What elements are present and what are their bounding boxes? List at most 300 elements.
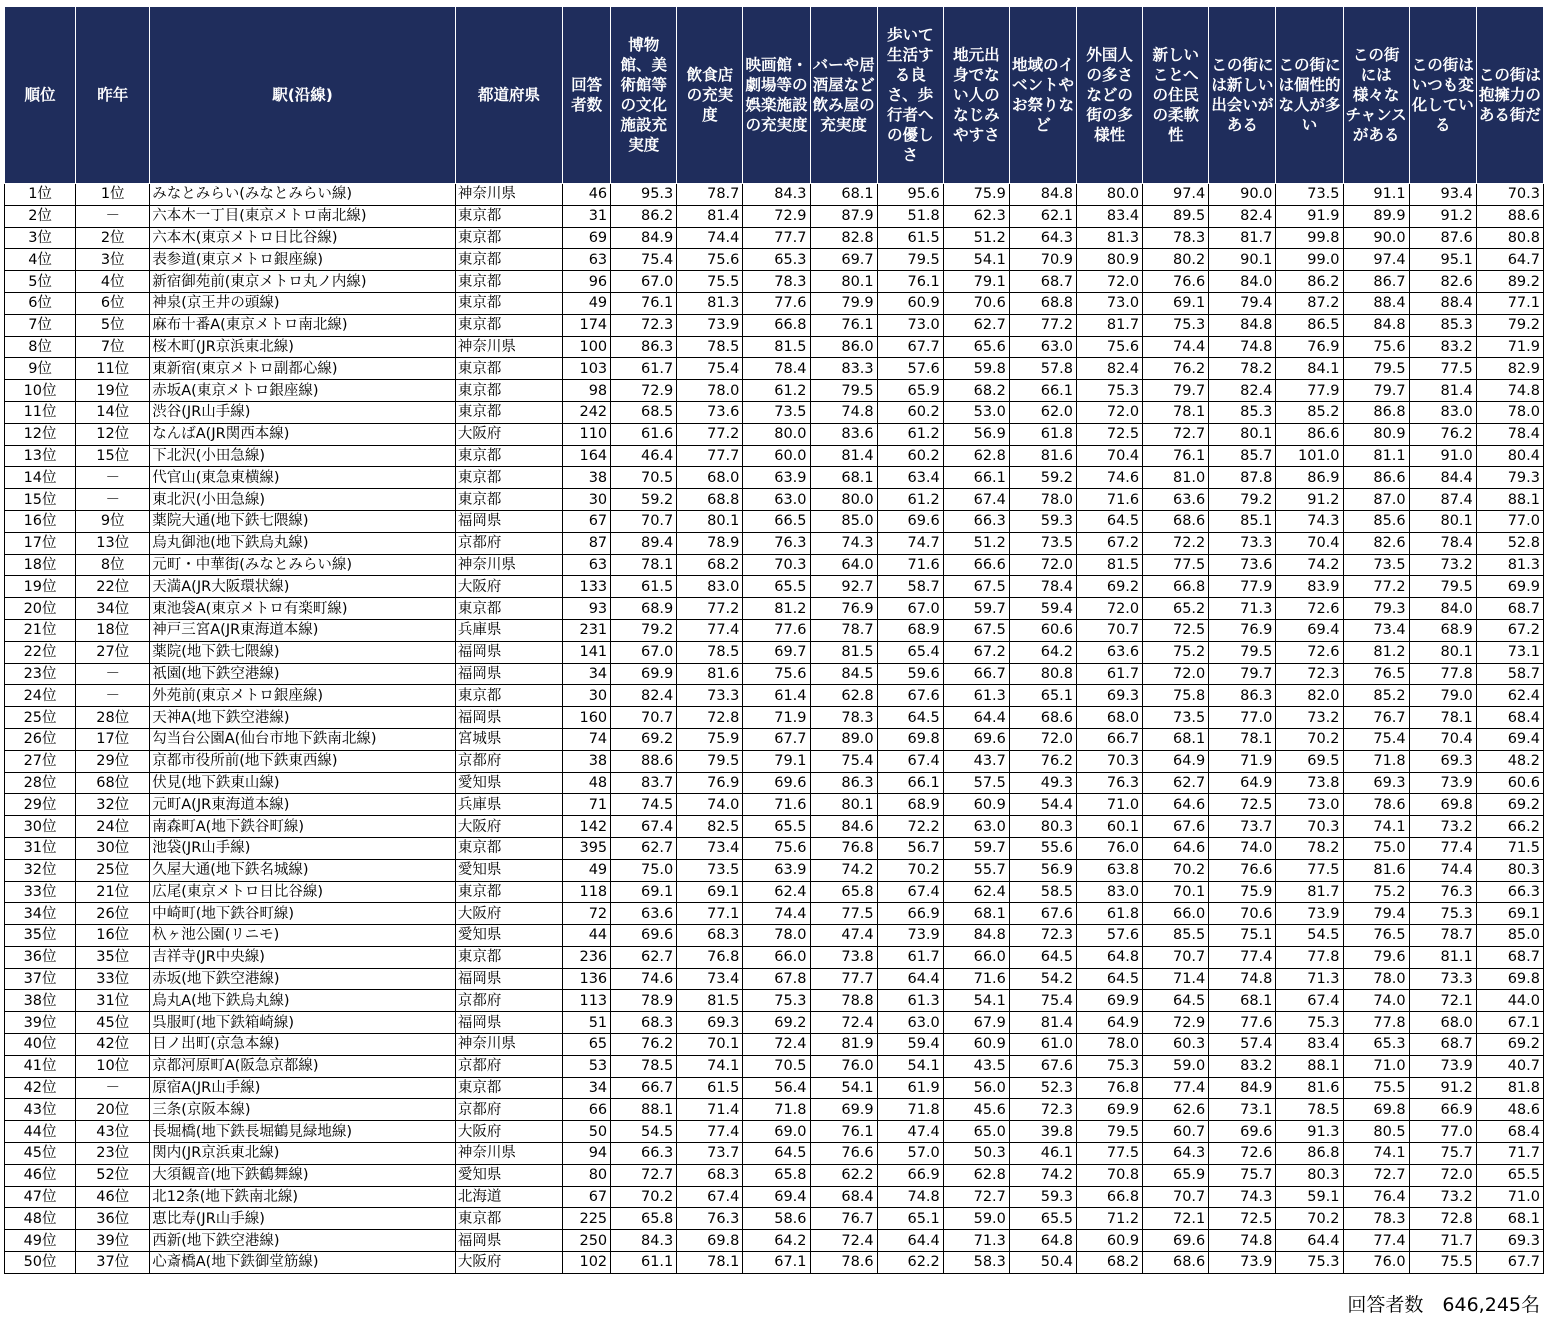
table-cell: 77.2 [677, 598, 743, 620]
table-cell: － [76, 467, 150, 489]
table-cell: 70.3 [743, 554, 810, 576]
table-cell: 兵庫県 [455, 619, 562, 641]
table-cell: 66.3 [943, 510, 1009, 532]
table-cell: 81.7 [1276, 881, 1343, 903]
table-cell: 東京都 [455, 227, 562, 249]
table-cell: 74.3 [810, 532, 877, 554]
table-cell: 86.9 [1276, 467, 1343, 489]
table-cell: 28位 [76, 707, 150, 729]
table-cell: 70.2 [1143, 859, 1209, 881]
table-cell: 57.0 [877, 1143, 943, 1165]
table-cell: 71.2 [1077, 1208, 1143, 1230]
table-cell: 大須観音(地下鉄鶴舞線) [150, 1164, 456, 1186]
table-cell: 88.1 [1476, 489, 1543, 511]
table-cell: 1位 [5, 184, 76, 206]
table-cell: 69.3 [1476, 1230, 1543, 1252]
table-cell: 68.7 [1009, 271, 1076, 293]
table-cell: 75.6 [1077, 336, 1143, 358]
table-row [5, 750, 1544, 772]
table-cell: 85.2 [1276, 401, 1343, 423]
table-cell: 65.8 [743, 1164, 810, 1186]
table-cell: 88.1 [611, 1099, 677, 1121]
table-cell: 78.6 [810, 1252, 877, 1274]
table-cell: 28位 [5, 772, 76, 794]
table-cell: 77.7 [677, 445, 743, 467]
table-cell: 58.5 [1009, 881, 1076, 903]
table-cell: 78.1 [677, 1252, 743, 1274]
table-cell: 60.0 [743, 445, 810, 467]
column-header: 地元出身でない人のなじみやすさ [943, 7, 1009, 184]
table-cell: 72.7 [611, 1164, 677, 1186]
table-cell: 68位 [76, 772, 150, 794]
table-cell: 49位 [5, 1230, 76, 1252]
table-cell: 77.7 [743, 227, 810, 249]
column-header: 回答者数 [563, 7, 611, 184]
table-cell: 68.0 [1409, 1012, 1476, 1034]
table-row [5, 772, 1544, 794]
table-cell: 72.8 [677, 707, 743, 729]
table-cell: 78.7 [1409, 925, 1476, 947]
table-cell: 77.0 [1409, 1121, 1476, 1143]
table-cell: 60.7 [1143, 1121, 1209, 1143]
table-cell: 京都府 [455, 990, 562, 1012]
table-cell: 66.1 [877, 772, 943, 794]
table-row [5, 1099, 1544, 1121]
table-cell: 79.5 [1077, 1121, 1143, 1143]
column-header: 博物館、美術館等の文化施設充実度 [611, 7, 677, 184]
table-cell: 21位 [76, 881, 150, 903]
table-cell: 85.1 [1209, 510, 1276, 532]
table-cell: 87 [563, 532, 611, 554]
table-cell: 69.9 [1077, 990, 1143, 1012]
table-cell: 74.8 [810, 401, 877, 423]
table-cell: 76.3 [677, 1208, 743, 1230]
table-cell: 76.2 [611, 1034, 677, 1056]
table-cell: 7位 [5, 314, 76, 336]
table-cell: 83.2 [1209, 1055, 1276, 1077]
table-cell: － [76, 489, 150, 511]
table-cell: 62.7 [611, 946, 677, 968]
table-cell: 87.8 [1209, 467, 1276, 489]
table-cell: 勾当台公園A(仙台市地下鉄南北線) [150, 728, 456, 750]
table-cell: 71.8 [1343, 750, 1409, 772]
table-cell: 73.5 [1276, 184, 1343, 206]
table-cell: 56.7 [877, 837, 943, 859]
table-cell: 80.8 [1009, 663, 1076, 685]
table-cell: 78.1 [611, 554, 677, 576]
table-row [5, 1252, 1544, 1274]
table-cell: 71.6 [1077, 489, 1143, 511]
table-cell: 37位 [5, 968, 76, 990]
table-cell: 90.0 [1209, 184, 1276, 206]
table-cell: 84.9 [611, 227, 677, 249]
table-cell: 75.9 [677, 728, 743, 750]
table-cell: 東京都 [455, 358, 562, 380]
table-cell: 88.4 [1343, 292, 1409, 314]
table-cell: 34 [563, 1077, 611, 1099]
table-row [5, 816, 1544, 838]
table-cell: 68.4 [1476, 1121, 1543, 1143]
table-cell: 66 [563, 1099, 611, 1121]
table-cell: 東京都 [455, 685, 562, 707]
table-cell: 2位 [5, 205, 76, 227]
table-cell: 68.0 [677, 467, 743, 489]
table-cell: 68.7 [1409, 1034, 1476, 1056]
table-cell: 80.1 [1409, 510, 1476, 532]
table-cell: 76.1 [611, 292, 677, 314]
table-cell: 73.7 [1209, 816, 1276, 838]
table-cell: 64.5 [743, 1143, 810, 1165]
table-row [5, 946, 1544, 968]
table-cell: 74.1 [677, 1055, 743, 1077]
table-cell: 67.5 [943, 576, 1009, 598]
table-cell: 79.7 [1343, 380, 1409, 402]
table-cell: 86.6 [1276, 423, 1343, 445]
table-cell: 27位 [76, 641, 150, 663]
table-cell: 18位 [76, 619, 150, 641]
table-cell: 32位 [5, 859, 76, 881]
table-cell: 79.5 [677, 750, 743, 772]
table-cell: 84.0 [1209, 271, 1276, 293]
table-cell: 67.8 [743, 968, 810, 990]
table-cell: 54.1 [943, 990, 1009, 1012]
table-cell: 22位 [76, 576, 150, 598]
table-cell: 79.7 [1209, 663, 1276, 685]
table-cell: 83.7 [611, 772, 677, 794]
table-cell: 30位 [76, 837, 150, 859]
table-cell: 62.4 [943, 881, 1009, 903]
table-cell: 63 [563, 249, 611, 271]
table-cell: 43.7 [943, 750, 1009, 772]
table-cell: 80.4 [1476, 445, 1543, 467]
table-cell: 長堀橋(地下鉄長堀鶴見緑地線) [150, 1121, 456, 1143]
table-cell: 33位 [76, 968, 150, 990]
table-row [5, 401, 1544, 423]
table-cell: 81.7 [1077, 314, 1143, 336]
table-cell: 63.0 [1009, 336, 1076, 358]
table-cell: 87.0 [1343, 489, 1409, 511]
table-cell: 91.9 [1276, 205, 1343, 227]
table-cell: 79.5 [810, 380, 877, 402]
table-cell: 72.8 [1409, 1208, 1476, 1230]
table-cell: 73.5 [743, 401, 810, 423]
table-cell: 17位 [5, 532, 76, 554]
table-row [5, 1143, 1544, 1165]
table-cell: 67.5 [943, 619, 1009, 641]
table-cell: 69.2 [611, 728, 677, 750]
table-row [5, 794, 1544, 816]
table-cell: 30 [563, 489, 611, 511]
table-cell: 59.3 [1009, 1186, 1076, 1208]
table-cell: 76.1 [810, 314, 877, 336]
table-cell: 61.7 [611, 358, 677, 380]
table-cell: 神奈川県 [455, 336, 562, 358]
table-cell: 65.8 [611, 1208, 677, 1230]
table-cell: 59.6 [877, 663, 943, 685]
table-cell: 呉服町(地下鉄箱崎線) [150, 1012, 456, 1034]
table-cell: 78.3 [1143, 227, 1209, 249]
table-cell: 84.9 [1209, 1077, 1276, 1099]
table-cell: 76.6 [1143, 271, 1209, 293]
table-cell: 69.6 [743, 772, 810, 794]
table-cell: 174 [563, 314, 611, 336]
table-cell: 68.1 [1476, 1208, 1543, 1230]
table-cell: 68.3 [611, 1012, 677, 1034]
table-cell: 恵比寿(JR山手線) [150, 1208, 456, 1230]
table-cell: 76.9 [1209, 619, 1276, 641]
table-cell: 86.3 [810, 772, 877, 794]
table-cell: 東京都 [455, 292, 562, 314]
table-cell: 66.8 [1143, 576, 1209, 598]
table-cell: 67.6 [1009, 903, 1076, 925]
table-cell: 67.0 [611, 641, 677, 663]
table-cell: 67.7 [877, 336, 943, 358]
table-cell: 38 [563, 467, 611, 489]
table-cell: 69.9 [1077, 1099, 1143, 1121]
table-cell: 77.6 [743, 292, 810, 314]
table-cell: 69.9 [810, 1099, 877, 1121]
table-cell: 38 [563, 750, 611, 772]
table-cell: 25位 [5, 707, 76, 729]
table-cell: 代官山(東急東横線) [150, 467, 456, 489]
table-cell: 77.6 [1209, 1012, 1276, 1034]
table-cell: 73.0 [1077, 292, 1143, 314]
table-cell: 3位 [76, 249, 150, 271]
table-cell: 63.9 [743, 467, 810, 489]
table-cell: 91.0 [1409, 445, 1476, 467]
table-cell: 79.4 [1343, 903, 1409, 925]
table-cell: 伏見(地下鉄東山線) [150, 772, 456, 794]
table-cell: 64.9 [1209, 772, 1276, 794]
table-cell: 65.9 [877, 380, 943, 402]
table-cell: 78.4 [1009, 576, 1076, 598]
table-cell: 74.4 [1409, 859, 1476, 881]
table-cell: 72.0 [1009, 728, 1076, 750]
table-cell: 三条(京阪本線) [150, 1099, 456, 1121]
table-cell: なんばA(JR関西本線) [150, 423, 456, 445]
table-cell: 77.8 [1409, 663, 1476, 685]
table-cell: 67.0 [611, 271, 677, 293]
table-cell: 79.5 [1343, 358, 1409, 380]
table-cell: 80.0 [743, 423, 810, 445]
table-cell: 73.2 [1409, 554, 1476, 576]
table-cell: 東京都 [455, 837, 562, 859]
table-cell: 66.0 [943, 946, 1009, 968]
column-header: 映画館・劇場等の娯楽施設の充実度 [743, 7, 810, 184]
table-cell: 72.1 [1409, 990, 1476, 1012]
table-cell: 73.5 [1009, 532, 1076, 554]
table-cell: 69.9 [1476, 576, 1543, 598]
table-row [5, 445, 1544, 467]
table-cell: 133 [563, 576, 611, 598]
table-cell: 61.2 [877, 423, 943, 445]
column-header: 外国人の多さなどの街の多様性 [1077, 7, 1143, 184]
table-cell: 六本木(東京メトロ日比谷線) [150, 227, 456, 249]
table-cell: 64.5 [877, 707, 943, 729]
table-cell: 75.3 [1077, 1055, 1143, 1077]
table-cell: 56.9 [1009, 859, 1076, 881]
table-cell: 79.0 [1409, 685, 1476, 707]
table-cell: 原宿A(JR山手線) [150, 1077, 456, 1099]
table-cell: 77.0 [1476, 510, 1543, 532]
table-cell: 83.0 [1409, 401, 1476, 423]
table-cell: 75.3 [1143, 314, 1209, 336]
table-cell: 48.6 [1476, 1099, 1543, 1121]
table-cell: 73.5 [1343, 554, 1409, 576]
table-cell: 35位 [76, 946, 150, 968]
table-cell: 62.8 [943, 1164, 1009, 1186]
table-cell: 広尾(東京メトロ日比谷線) [150, 881, 456, 903]
table-row [5, 641, 1544, 663]
table-cell: 75.9 [1209, 881, 1276, 903]
table-cell: 77.1 [1476, 292, 1543, 314]
table-cell: 81.6 [1276, 1077, 1343, 1099]
table-cell: 75.7 [1409, 1143, 1476, 1165]
table-cell: 76.2 [1009, 750, 1076, 772]
table-cell: 81.4 [1409, 380, 1476, 402]
table-cell: 88.4 [1409, 292, 1476, 314]
table-cell: 62.2 [877, 1252, 943, 1274]
table-cell: 26位 [5, 728, 76, 750]
table-cell: 60.9 [877, 292, 943, 314]
table-cell: 31位 [76, 990, 150, 1012]
table-row [5, 227, 1544, 249]
table-cell: 81.6 [1009, 445, 1076, 467]
table-cell: 65.6 [943, 336, 1009, 358]
table-cell: 65.1 [877, 1208, 943, 1230]
table-cell: 72.7 [943, 1186, 1009, 1208]
table-cell: 68.5 [611, 401, 677, 423]
table-cell: 中崎町(地下鉄谷町線) [150, 903, 456, 925]
table-cell: 164 [563, 445, 611, 467]
table-cell: 東京都 [455, 467, 562, 489]
table-cell: 祇園(地下鉄空港線) [150, 663, 456, 685]
table-cell: 76.7 [810, 1208, 877, 1230]
table-cell: 56.9 [943, 423, 1009, 445]
table-cell: 62.6 [1143, 1099, 1209, 1121]
table-cell: 61.8 [1009, 423, 1076, 445]
table-cell: 33位 [5, 881, 76, 903]
table-cell: 65.4 [877, 641, 943, 663]
table-cell: 77.5 [1077, 1143, 1143, 1165]
table-cell: 51.2 [943, 227, 1009, 249]
table-cell: 63.0 [943, 816, 1009, 838]
table-cell: 71.0 [1343, 1055, 1409, 1077]
table-cell: 73.6 [1209, 554, 1276, 576]
table-row [5, 707, 1544, 729]
table-cell: 78.4 [1409, 532, 1476, 554]
table-cell: 93.4 [1409, 184, 1476, 206]
table-cell: 82.6 [1409, 271, 1476, 293]
table-cell: 63.6 [1077, 641, 1143, 663]
table-cell: 85.3 [1409, 314, 1476, 336]
table-cell: 75.3 [1276, 1012, 1343, 1034]
table-cell: 72.4 [810, 1230, 877, 1252]
table-cell: 34 [563, 663, 611, 685]
table-cell: 65.5 [743, 816, 810, 838]
table-cell: 76.9 [677, 772, 743, 794]
table-cell: 83.3 [810, 358, 877, 380]
table-cell: 52.3 [1009, 1077, 1076, 1099]
table-cell: 69.0 [743, 1121, 810, 1143]
table-cell: 69.6 [1209, 1121, 1276, 1143]
table-cell: 64.6 [1143, 794, 1209, 816]
table-cell: 81.5 [1077, 554, 1143, 576]
table-cell: 78.0 [1343, 968, 1409, 990]
table-row [5, 837, 1544, 859]
table-cell: 89.5 [1143, 205, 1209, 227]
table-row [5, 380, 1544, 402]
table-cell: 77.8 [1343, 1012, 1409, 1034]
table-cell: 68.1 [1143, 728, 1209, 750]
table-cell: 95.3 [611, 184, 677, 206]
table-cell: 69.2 [1077, 576, 1143, 598]
table-cell: 神奈川県 [455, 554, 562, 576]
table-cell: 73.1 [1209, 1099, 1276, 1121]
table-cell: 90.0 [1343, 227, 1409, 249]
table-cell: 80.9 [1077, 249, 1143, 271]
table-cell: 78.2 [1276, 837, 1343, 859]
table-cell: 73.9 [1276, 903, 1343, 925]
table-row [5, 685, 1544, 707]
table-cell: 71.3 [1209, 598, 1276, 620]
table-cell: 76.0 [1077, 837, 1143, 859]
table-cell: 桜木町(JR京浜東北線) [150, 336, 456, 358]
table-cell: 66.7 [943, 663, 1009, 685]
table-cell: 71.8 [743, 1099, 810, 1121]
table-cell: 下北沢(小田急線) [150, 445, 456, 467]
table-cell: 神泉(京王井の頭線) [150, 292, 456, 314]
table-cell: 60.6 [1009, 619, 1076, 641]
table-cell: 80.1 [1209, 423, 1276, 445]
table-cell: 71.9 [1209, 750, 1276, 772]
table-cell: 74.0 [677, 794, 743, 816]
table-cell: 72.5 [1209, 1208, 1276, 1230]
table-cell: 74.2 [1009, 1164, 1076, 1186]
table-cell: 74.0 [1343, 990, 1409, 1012]
table-cell: 73.5 [1143, 707, 1209, 729]
table-cell: 39位 [76, 1230, 150, 1252]
table-cell: 73.2 [1276, 707, 1343, 729]
table-cell: 北海道 [455, 1186, 562, 1208]
table-cell: 75.4 [1009, 990, 1076, 1012]
table-cell: 80.1 [677, 510, 743, 532]
table-cell: 84.8 [1209, 314, 1276, 336]
table-cell: 大阪府 [455, 1121, 562, 1143]
column-header: この街には個性的な人が多い [1276, 7, 1343, 184]
table-cell: 44 [563, 925, 611, 947]
table-cell: 62.7 [1143, 772, 1209, 794]
table-cell: 42位 [76, 1034, 150, 1056]
table-cell: 60.9 [943, 794, 1009, 816]
table-cell: 110 [563, 423, 611, 445]
table-cell: 73.9 [877, 925, 943, 947]
table-cell: 66.9 [877, 1164, 943, 1186]
table-cell: 73.9 [1409, 1055, 1476, 1077]
table-cell: 78.4 [1476, 423, 1543, 445]
table-cell: 67.2 [1077, 532, 1143, 554]
table-cell: 赤坂(地下鉄空港線) [150, 968, 456, 990]
column-header: この街には様々なチャンスがある [1343, 7, 1409, 184]
table-cell: 63.6 [1143, 489, 1209, 511]
table-cell: 75.6 [743, 663, 810, 685]
table-cell: 61.5 [611, 576, 677, 598]
table-cell: 79.1 [943, 271, 1009, 293]
table-cell: 79.2 [611, 619, 677, 641]
table-cell: 36位 [5, 946, 76, 968]
table-cell: 62.2 [810, 1164, 877, 1186]
table-cell: 72.6 [1276, 598, 1343, 620]
